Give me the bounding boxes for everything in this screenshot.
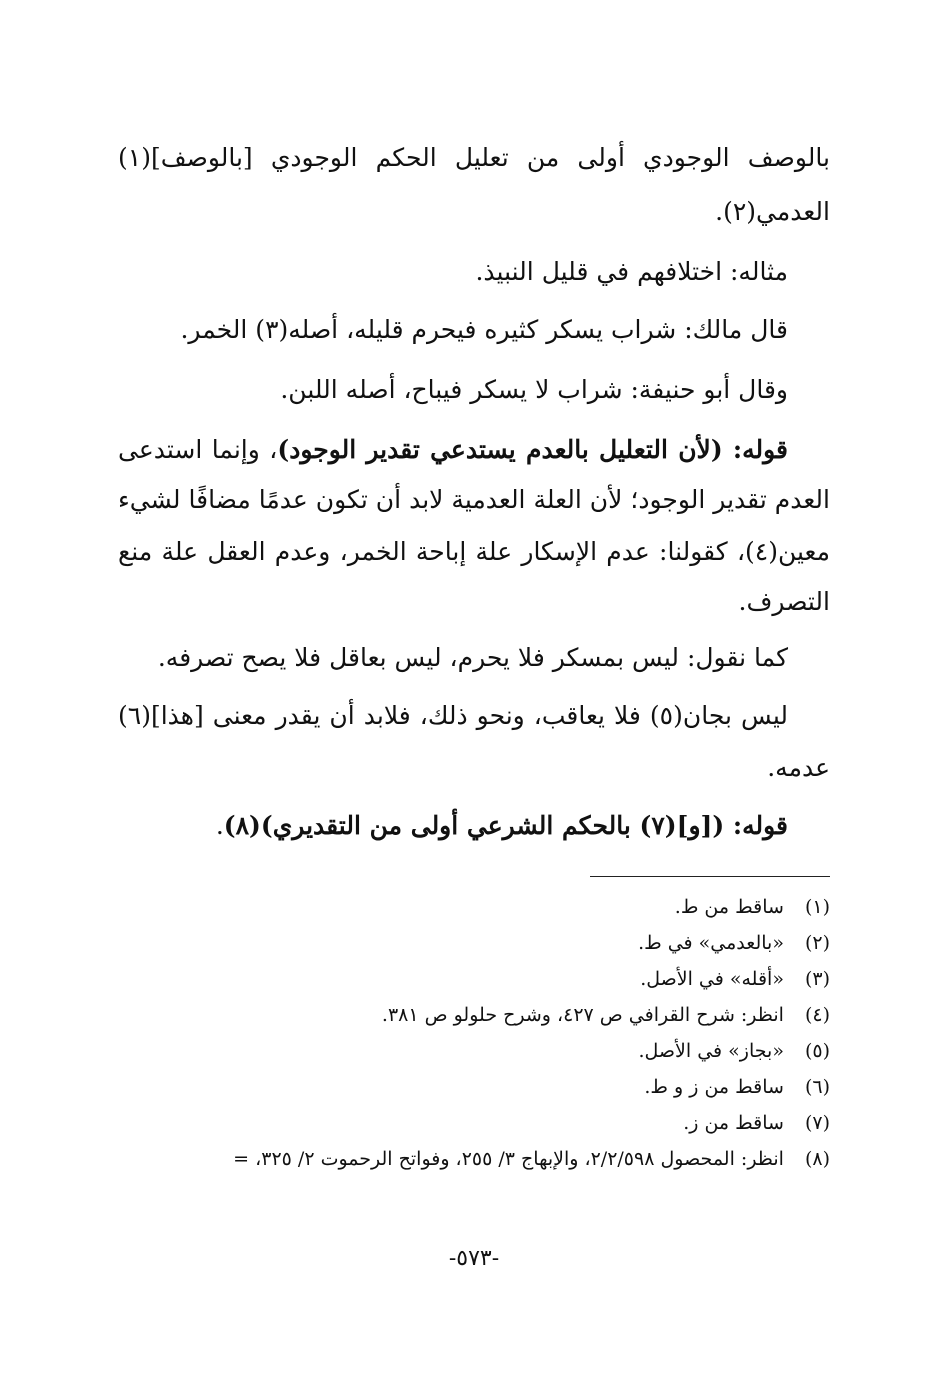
body-line-2: العدمي(٢).	[715, 197, 830, 226]
body-line-4: قال مالك: شراب يسكر كثيره فيحرم قليله، أصله(٣) الخمر.	[180, 315, 788, 344]
body-line-10: كما نقول: ليس بمسكر فلا يحرم، ليس بعاقل فلا يصح تصرفه.	[157, 643, 788, 672]
body-line-12: عدمه.	[767, 753, 830, 782]
footnote-number: (٣)	[804, 968, 830, 990]
footnote-1	[675, 892, 830, 922]
quote-label: قوله:	[724, 811, 788, 840]
footnote-text: ساقط من ز و ط.	[644, 1076, 784, 1098]
footnote-3	[640, 964, 830, 994]
body-line-9: التصرف.	[738, 587, 830, 616]
footnote-number: (٤)	[804, 1004, 830, 1026]
footnote-6	[644, 1072, 830, 1102]
body-line-6-rest: ، وإنما استدعى	[118, 435, 278, 464]
body-line-8: معين(٤)، كقولنا: عدم الإسكار علة إباحة الخمر، وعدم العقل علة منع	[118, 537, 830, 566]
body-line-13-rest: .	[215, 811, 224, 840]
footnote-8	[233, 1144, 830, 1174]
footnote-4	[382, 1000, 830, 1030]
footnote-number: (٨)	[804, 1148, 830, 1170]
footnote-divider	[590, 876, 830, 877]
footnote-text: «أقله» في الأصل.	[640, 968, 784, 990]
body-line-13	[216, 806, 788, 846]
body-line-6	[118, 430, 788, 470]
footnote-2	[638, 928, 830, 958]
footnote-number: (٧)	[804, 1112, 830, 1134]
body-line-1: بالوصف الوجودي أولى من تعليل الحكم الوجودي [بالوصف](١)	[118, 143, 830, 172]
body-line-3: مثاله: اختلافهم في قليل النبيذ.	[475, 257, 788, 286]
body-line-7: العدم تقدير الوجود؛ لأن العلة العدمية لابد أن تكون عدمًا مضافًا لشيء	[118, 485, 830, 514]
footnote-text: ساقط من ط.	[674, 896, 784, 918]
footnote-number: (١)	[804, 896, 830, 918]
quote-label: قوله:	[722, 435, 788, 464]
quoted-text: (لأن التعليل بالعدم يستدعي تقدير الوجود)	[277, 435, 723, 464]
footnote-text: «بالعدمي» في ط.	[638, 932, 784, 954]
footnote-number: (٢)	[804, 932, 830, 954]
footnote-number: (٥)	[804, 1040, 830, 1062]
body-line-5: وقال أبو حنيفة: شراب لا يسكر فيباح، أصله اللبن.	[280, 375, 788, 404]
footnote-5	[639, 1036, 831, 1066]
page-number: -٥٧٣-	[448, 1246, 500, 1271]
footnote-7	[683, 1108, 830, 1138]
body-line-11: ليس بجان(٥) فلا يعاقب، ونحو ذلك، فلابد أن يقدر معنى [هذا](٦)	[118, 701, 788, 730]
footnote-text: ساقط من ز.	[683, 1112, 784, 1134]
quoted-text: ([و](٧) بالحكم الشرعي أولى من التقديري)(٨)	[223, 811, 725, 840]
footnote-number: (٦)	[804, 1076, 830, 1098]
footnote-text: انظر: المحصول ٢/٢/٥٩٨، والإبهاج ٣/ ٢٥٥، وفواتح الرحموت ٢/ ٣٢٥، =	[233, 1148, 784, 1170]
footnote-text: «بجاز» في الأصل.	[638, 1040, 784, 1062]
footnote-text: انظر: شرح القرافي ص ٤٢٧، وشرح حلولو ص ٣٨١.	[381, 1004, 784, 1026]
